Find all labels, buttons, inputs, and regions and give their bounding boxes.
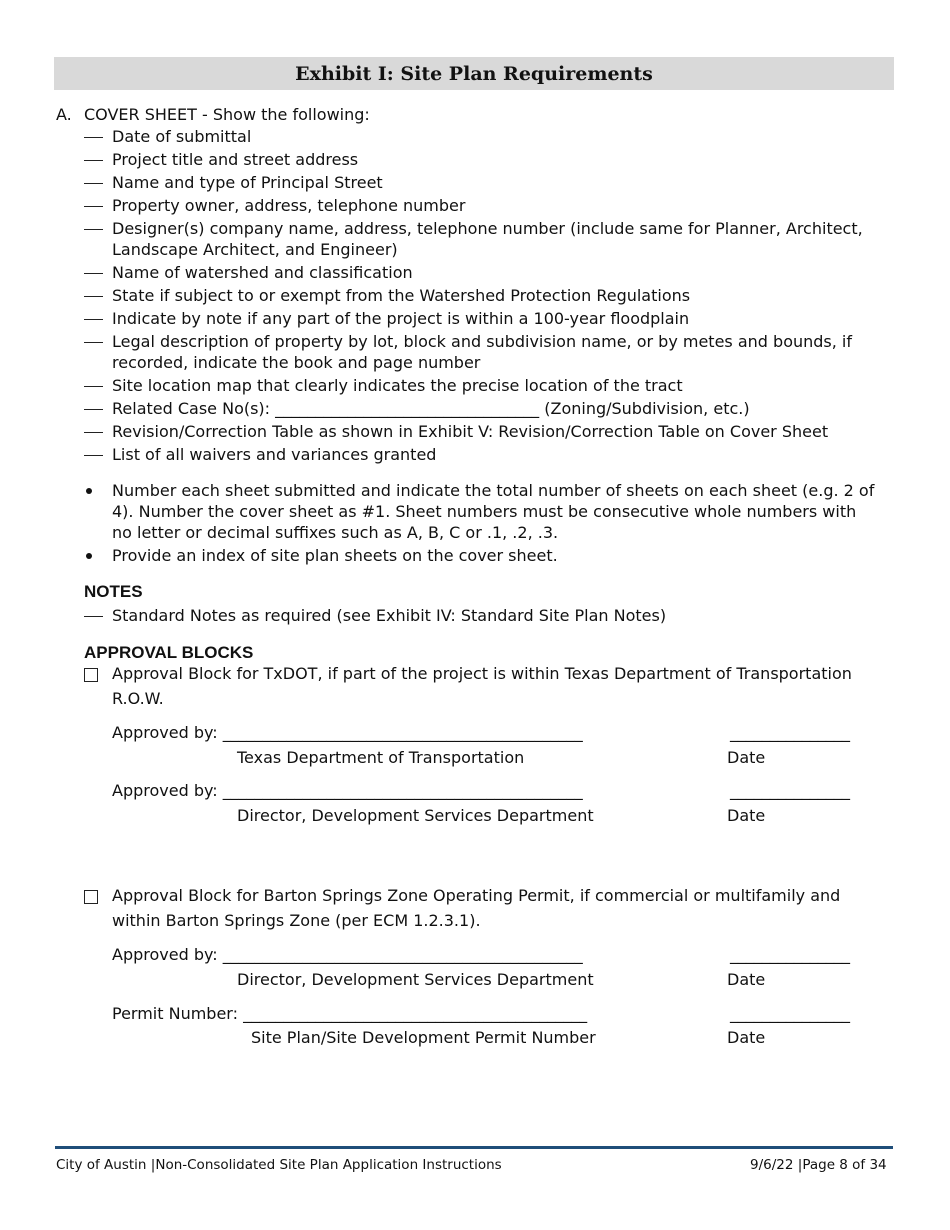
cover-sheet-item: Property owner, address, telephone number <box>112 196 466 215</box>
notes-heading: NOTES <box>84 582 143 601</box>
barton-block-line1: Approval Block for Barton Springs Zone Operating Permit, if commercial or multifamily and <box>112 886 841 905</box>
dash-marker <box>84 137 103 138</box>
dash-marker <box>84 319 103 320</box>
dash-marker <box>84 183 103 184</box>
cover-sheet-item: Indicate by note if any part of the project is within a 100-year floodplain <box>112 309 690 328</box>
bullet-marker <box>86 488 92 494</box>
cover-sheet-item: Legal description of property by lot, block and subdivision name, or by metes and bounds, if <box>112 332 852 351</box>
dash-marker <box>84 342 103 343</box>
txdot-approval-checkbox[interactable] <box>84 668 98 682</box>
dash-marker <box>84 206 103 207</box>
barton-date-caption: Date <box>727 970 766 989</box>
bullet-marker <box>86 553 92 559</box>
dash-marker <box>84 229 103 230</box>
cover-sheet-item: Name of watershed and classification <box>112 263 413 282</box>
cover-sheet-item: List of all waivers and variances granted <box>112 445 437 464</box>
dash-marker <box>84 386 103 387</box>
notes-item: Standard Notes as required (see Exhibit IV: Standard Site Plan Notes) <box>112 606 667 625</box>
barton-signature-caption: Director, Development Services Department <box>237 970 594 989</box>
dash-marker <box>84 409 103 410</box>
footer-separator: | <box>150 1157 156 1173</box>
dash-marker <box>84 455 103 456</box>
footer-org: City of Austin <box>56 1157 147 1173</box>
permit-date-line: _______________ <box>730 1004 850 1023</box>
footer-separator: | <box>797 1157 803 1173</box>
section-a-heading: COVER SHEET - Show the following: <box>84 105 370 124</box>
cover-sheet-item: Landscape Architect, and Engineer) <box>112 240 398 259</box>
permit-number-line: Permit Number: ___________________________________________ <box>112 1004 588 1023</box>
cover-sheet-item: Site location map that clearly indicates the precise location of the tract <box>112 376 683 395</box>
txdot-block-line1: Approval Block for TxDOT, if part of the project is within Texas Department of Transportation <box>112 664 852 683</box>
barton-block-line2: within Barton Springs Zone (per ECM 1.2.3.1). <box>112 911 481 930</box>
section-a-label: A. <box>56 105 72 124</box>
dash-marker <box>84 432 103 433</box>
director-date-caption: Date <box>727 806 766 825</box>
barton-signature-line: Approved by: _____________________________________________ <box>112 945 583 964</box>
cover-sheet-item: Related Case No(s): _________________________________ (Zoning/Subdivision, etc.) <box>112 399 750 418</box>
txdot-date-caption: Date <box>727 748 766 767</box>
footer-date: 9/6/22 <box>750 1157 794 1173</box>
footer-left <box>56 1157 502 1173</box>
txdot-block-line2: R.O.W. <box>112 689 164 708</box>
director-date-line: _______________ <box>730 781 850 800</box>
cover-sheet-item: Revision/Correction Table as shown in Exhibit V: Revision/Correction Table on Cover Sheet <box>112 422 829 441</box>
txdot-signature-caption: Texas Department of Transportation <box>237 748 525 767</box>
barton-springs-approval-checkbox[interactable] <box>84 890 98 904</box>
barton-date-line: _______________ <box>730 945 850 964</box>
footer-page-number: Page 8 of 34 <box>802 1157 887 1173</box>
approval-blocks-heading: APPROVAL BLOCKS <box>84 643 254 662</box>
cover-sheet-item: State if subject to or exempt from the Watershed Protection Regulations <box>112 286 691 305</box>
footer-right <box>750 1157 887 1173</box>
page-title: Exhibit I: Site Plan Requirements <box>54 57 894 90</box>
permit-number-caption: Site Plan/Site Development Permit Number <box>251 1028 596 1047</box>
bullet-item-line: Number each sheet submitted and indicate the total number of sheets on each sheet (e.g. 2 of <box>112 481 875 500</box>
dash-marker <box>84 273 103 274</box>
dash-marker <box>84 160 103 161</box>
dash-marker <box>84 296 103 297</box>
txdot-signature-line: Approved by: _____________________________________________ <box>112 723 583 742</box>
cover-sheet-item: Name and type of Principal Street <box>112 173 383 192</box>
bullet-item-line: Provide an index of site plan sheets on the cover sheet. <box>112 546 558 565</box>
cover-sheet-item: Date of submittal <box>112 127 252 146</box>
bullet-item-line: 4). Number the cover sheet as #1. Sheet numbers must be consecutive whole numbers with <box>112 502 857 521</box>
cover-sheet-item: Designer(s) company name, address, telephone number (include same for Planner, Architect, <box>112 219 863 238</box>
permit-date-caption: Date <box>727 1028 766 1047</box>
footer-rule <box>55 1146 893 1149</box>
bullet-item-line: no letter or decimal suffixes such as A, B, C or .1, .2, .3. <box>112 523 559 542</box>
director-signature-caption: Director, Development Services Department <box>237 806 594 825</box>
cover-sheet-item: Project title and street address <box>112 150 359 169</box>
footer-doc-title: Non-Consolidated Site Plan Application Instructions <box>155 1157 502 1173</box>
txdot-date-line: _______________ <box>730 723 850 742</box>
cover-sheet-item: recorded, indicate the book and page number <box>112 353 481 372</box>
director-signature-line: Approved by: _____________________________________________ <box>112 781 583 800</box>
dash-marker <box>84 616 103 617</box>
